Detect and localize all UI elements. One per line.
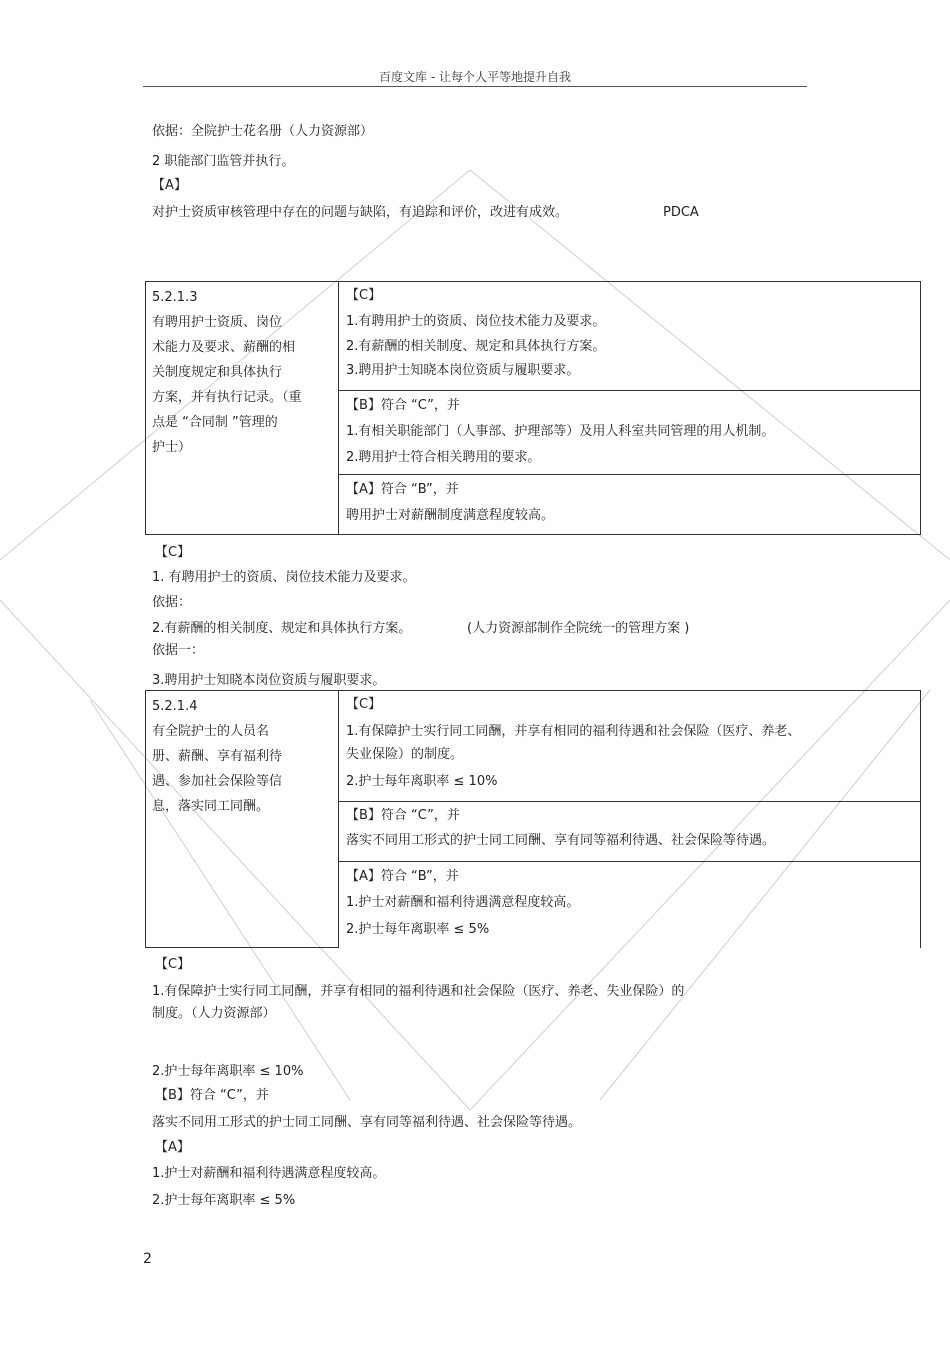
table2-c-item: 2.护士每年离职率 ≤ 10% — [346, 774, 498, 789]
improvement-line: 对护士资质审核管理中存在的问题与缺陷，有追踪和评价，改进有成效。 — [152, 205, 569, 220]
bottom-b-line-1: 落实不同用工形式的护士同工同酬、享有同等福利待遇、社会保险等待遇。 — [152, 1115, 582, 1130]
table2-bottom-border — [145, 947, 339, 948]
bottom-c-line-2: 制度。（人力资源部） — [152, 1006, 276, 1021]
table1-c-head: 【C】 — [346, 288, 382, 303]
mid-line-2-note: (人力资源部制作全院统一的管理方案 ) — [467, 621, 690, 636]
grade-a-label: 【A】 — [152, 178, 187, 193]
criterion-text-line: 关制度规定和具体执行 — [152, 365, 283, 380]
criterion-text-line: 息，落实同工同酬。 — [152, 799, 270, 814]
basis-line: 依据：全院护士花名册（人力资源部） — [152, 124, 374, 139]
mid-basis-1: 依据一： — [152, 643, 205, 658]
table1-b-item: 2.聘用护士符合相关聘用的要求。 — [346, 450, 541, 465]
bottom-b-head: 【B】符合 “C”，并 — [155, 1088, 269, 1103]
table2-b-head: 【B】符合 “C”，并 — [346, 808, 460, 823]
table1-b-head: 【B】符合 “C”，并 — [346, 398, 460, 413]
table1-c-item: 2.有薪酬的相关制度、规定和具体执行方案。 — [346, 339, 606, 354]
bottom-a-line-1: 1.护士对薪酬和福利待遇满意程度较高。 — [152, 1166, 386, 1181]
header-divider — [143, 86, 807, 87]
table1-row-divider-2 — [338, 474, 921, 475]
table2-b-item: 落实不同用工形式的护士同工同酬、享有同等福利待遇、社会保险等待遇。 — [346, 833, 776, 848]
table2-a-item: 2.护士每年离职率 ≤ 5% — [346, 922, 490, 937]
table1-a-head: 【A】符合 “B”，并 — [346, 482, 459, 497]
bottom-a-line-2: 2.护士每年离职率 ≤ 5% — [152, 1193, 296, 1208]
mid-basis: 依据： — [152, 595, 192, 610]
criterion-text-line: 遇、参加社会保险等信 — [152, 774, 283, 789]
table1-col-divider — [338, 281, 339, 535]
criterion-code: 5.2.1.3 — [152, 290, 198, 305]
table2-col-divider — [338, 690, 339, 948]
table2-a-item: 1.护士对薪酬和福利待遇满意程度较高。 — [346, 895, 580, 910]
page-number: 2 — [143, 1251, 152, 1267]
table1-c-item: 1.有聘用护士的资质、岗位技术能力及要求。 — [346, 314, 606, 329]
table2-row-divider-1 — [338, 801, 921, 802]
criterion-text-line: 方案，并有执行记录。（重 — [152, 390, 302, 405]
bottom-c-line-1: 1.有保障护士实行同工同酬，并享有相同的福利待遇和社会保险（医疗、养老、失业保险）的 — [152, 984, 685, 999]
table2-a-head: 【A】符合 “B”，并 — [346, 869, 459, 884]
criterion-text-line: 册、薪酬、享有福利待 — [152, 749, 283, 764]
criterion-text-line: 术能力及要求、薪酬的相 — [152, 340, 296, 355]
table2-c-item: 1.有保障护士实行同工同酬，并享有相同的福利待遇和社会保险（医疗、养老、 — [346, 724, 801, 739]
pdca-tag: PDCA — [663, 205, 699, 220]
table2-row-divider-2 — [338, 861, 921, 862]
criterion-text-line: 有聘用护士资质、岗位 — [152, 315, 283, 330]
table2-left-border — [145, 690, 146, 948]
table2-right-border — [920, 690, 921, 948]
mid-c-head: 【C】 — [155, 545, 191, 560]
table1-criterion — [152, 285, 302, 460]
bottom-a-head: 【A】 — [155, 1140, 190, 1155]
criterion-text-line: 护士） — [152, 440, 192, 455]
supervise-line: 2 职能部门监管并执行。 — [152, 154, 295, 169]
criterion-text-line: 点是 “合同制 ”管理的 — [152, 415, 278, 430]
table2-criterion — [152, 694, 282, 819]
table1-row-divider-1 — [338, 390, 921, 391]
mid-line-1: 1. 有聘用护士的资质、岗位技术能力及要求。 — [152, 570, 416, 585]
bottom-c-line-3: 2.护士每年离职率 ≤ 10% — [152, 1064, 304, 1079]
mid-line-2: 2.有薪酬的相关制度、规定和具体执行方案。 — [152, 621, 412, 636]
criterion-code: 5.2.1.4 — [152, 699, 198, 714]
table2-c-head: 【C】 — [346, 697, 382, 712]
table2-top-border — [145, 690, 921, 691]
table1-c-item: 3.聘用护士知晓本岗位资质与履职要求。 — [346, 363, 580, 378]
criterion-text-line: 有全院护士的人员名 — [152, 724, 270, 739]
table1-a-item: 聘用护士对薪酬制度满意程度较高。 — [346, 508, 555, 523]
table2-c-item: 失业保险）的制度。 — [346, 747, 464, 762]
mid-line-3: 3.聘用护士知晓本岗位资质与履职要求。 — [152, 673, 386, 688]
table1-b-item: 1.有相关职能部门（人事部、护理部等）及用人科室共同管理的用人机制。 — [346, 424, 775, 439]
bottom-c-head: 【C】 — [155, 957, 191, 972]
doc-header: 百度文库 - 让每个人平等地提升自我 — [379, 70, 571, 84]
